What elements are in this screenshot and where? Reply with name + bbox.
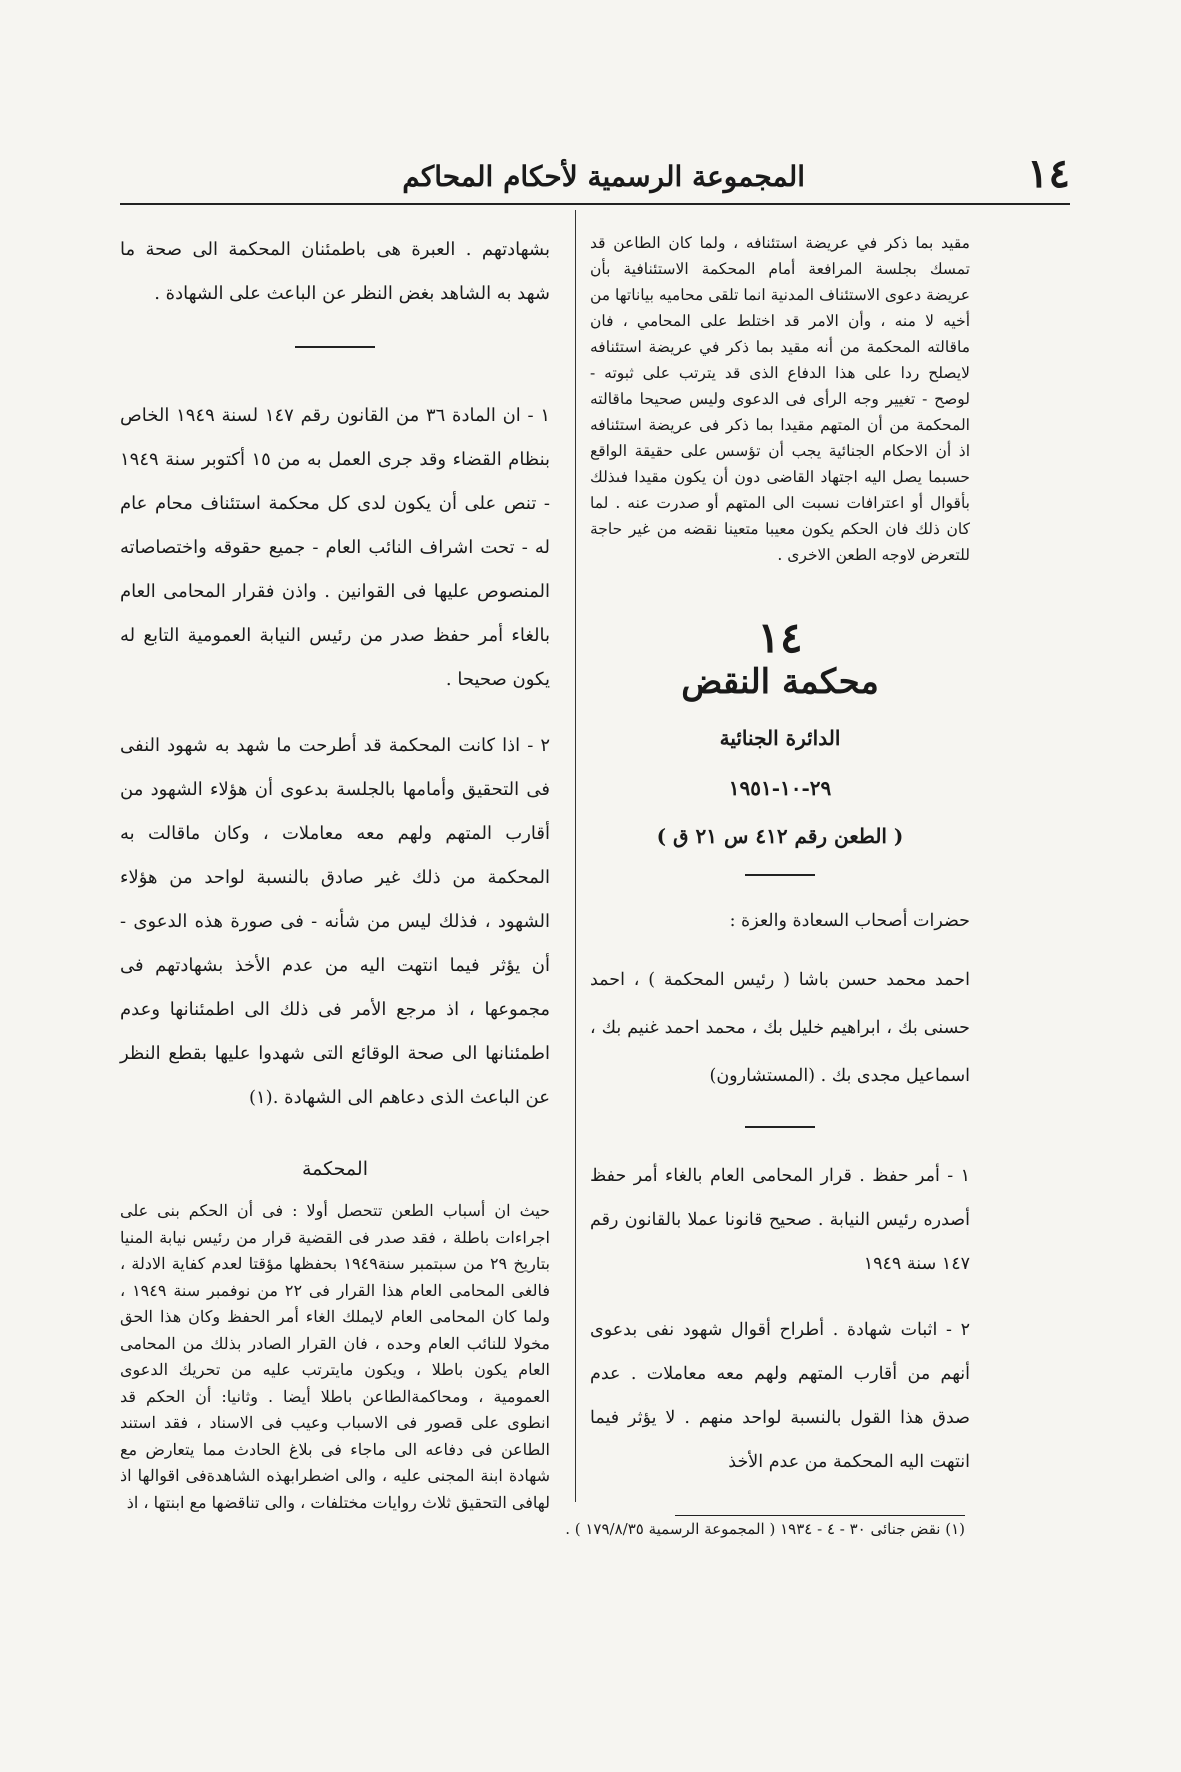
right-column — [590, 230, 970, 1484]
point-1: ١ - ان المادة ٣٦ من القانون رقم ١٤٧ لسنة ١٩٤٩ الخاص بنظام القضاء وقد جرى العمل به من ١٥ أكتوبر سنة ١٩٤٩ - تنص على أن يكون لدى كل محكمة استئناف محام عام له - تحت اشراف النائب العام - جميع حقوقه واختصاصاته المنصوص عليها فى القوانين . واذن فقرار المحامى العام بالغاء أمر حفظ صدر من رئيس النيابة العمومية التابع له يكون صحيحا . — [120, 405, 551, 690]
appeal-number: ( الطعن رقم ٤١٢ س ٢١ ق ) — [656, 824, 904, 848]
judgment-date: ٢٩-١٠-١٩٥١ — [728, 776, 832, 800]
circuit-name: الدائرة الجنائية — [719, 726, 841, 750]
header-rule — [120, 203, 1070, 205]
left-column — [120, 228, 550, 1516]
judgment-title: المحكمة — [302, 1158, 368, 1180]
judgment-text: حيث ان أسباب الطعن تتحصل أولا : فى أن الحكم بنى على اجراءات باطلة ، فقد صدر فى القضية قرار من رئيس نيابة المنيا بتاريخ ٢٩ من سبتمبر سنة١٩٤٩ بحفظها مؤقتا لعدم كفاية الادلة ، فالغى المحامى العام هذا القرار فى ٢٢ من نوفمبر سنة ١٩٤٩ ، ولما كان المحامى العام لايملك الغاء أمر الحفظ وكان هذا الحق مخولا للنائب العام وحده ، فان القرار الصادر بذلك من المحامى العام يكون باطلا ، ويكون مايترتب عليه من تحريك الدعوى العمومية ، ومحاكمةالطاعن باطلا أيضا . وثانيا: أن الحكم قد انطوى على قصور فى الاسباب وعيب فى الاسناد ، فقد استند الطاعن فى دفاعه الى ماجاء فى بلاغ الحادث مما يتعارض مع شهادة ابنة المجنى عليه ، والى اضطرابهذه الشاهدةفى اقوالها اذ لهافى التحقيق ثلاث روايات مختلفات ، والى تناقضها مع ابنتها ، اذ — [120, 1201, 551, 1512]
court-name: محكمة النقض — [681, 662, 879, 702]
principle-2: ٢ - اثبات شهادة . أطراح أقوال شهود نفى بدعوى أنهم من أقارب المتهم ولهم معه معاملات . عدم صدق هذا القول بالنسبة لواحد منهم . لا يؤثر فيما انتهت اليه المحكمة من عدم الأخذ — [590, 1320, 970, 1472]
case-number: ١٤ — [757, 613, 803, 662]
judges-intro: حضرات أصحاب السعادة والعزة : — [729, 911, 970, 931]
separator-rule — [745, 874, 815, 876]
running-title: المجموعة الرسمية لأحكام المحاكم — [402, 160, 805, 193]
footnote: (١) نقض جنائى ٣٠ - ٤ - ١٩٣٤ ( المجموعة الرسمية ١٧٩/٨/٣٥ ) . — [565, 1520, 965, 1538]
principle-1: ١ - أمر حفظ . قرار المحامى العام بالغاء أمر حفظ أصدره رئيس النيابة . صحيح قانونا عملا بالقانون رقم ١٤٧ سنة ١٩٤٩ — [590, 1166, 970, 1274]
footnote-rule — [675, 1515, 965, 1516]
judges-list: احمد محمد حسن باشا ( رئيس المحكمة ) ، احمد حسنى بك ، ابراهيم خليل بك ، محمد احمد غنيم بك ، اسماعيل مجدى بك . (المستشارون) — [590, 970, 970, 1086]
column-divider — [575, 210, 576, 1502]
point-2: ٢ - اذا كانت المحكمة قد أطرحت ما شهد به شهود النفى فى التحقيق وأمامها بالجلسة بدعوى أن هؤلاء الشهود من أقارب المتهم ولهم معه معاملات ، وكان ماقالت به المحكمة من ذلك غير صادق بالنسبة لواحد من هؤلاء الشهود ، فذلك ليس من شأنه - فى صورة هذه الدعوى - أن يؤثر فيما انتهت اليه من عدم الأخذ بشهادتهم فى مجموعها ، اذ مرجع الأمر فى ذلك الى اطمئنانها وعدم اطمئنانها الى صحة الوقائع التى شهدوا عليها بقطع النظر عن الباعث الذى دعاهم الى الشهادة .(١) — [120, 735, 550, 1108]
page-number: ١٤ — [1027, 150, 1070, 197]
page-header — [120, 150, 1070, 210]
separator-rule — [745, 1126, 815, 1128]
intro-paragraph: مقيد بما ذكر في عريضة استئنافه ، ولما كان الطاعن قد تمسك بجلسة المرافعة أمام المحكمة الاستئنافية بأن عريضة دعوى الاستئناف المدنية انما تلقى محاميه بياناتها من أخيه لا منه ، وأن الامر قد اختلط على المحامي ، فان ماقالته المحكمة من أنه مقيد بما ذكر في عريضة استئنافه لايصلح ردا على هذا الدفاع الذى قد يترتب على ثبوته - لوصح - تغيير وجه الرأى فى الدعوى وليس صحيحا ماقالته المحكمة من أن المتهم مقيدا بما ذكر فى عريضة استئنافه اذ أن الاحكام الجنائية يجب أن تؤسس على حقيقة الواقع حسبما يصل اليه اجتهاد القاضى دون أن يكون مقيدا فىذلك بأقوال أو اعترافات نسبت الى المتهم أو صدرت عنه . لما كان ذلك فان الحكم يكون معيبا متعينا نقضه من غير حاجة للتعرض لاوجه الطعن الاخرى . — [590, 234, 970, 564]
separator-rule — [295, 346, 375, 348]
continuation-text: بشهادتهم . العبرة هى باطمئنان المحكمة الى صحة ما شهد به الشاهد بغض النظر عن الباعث على الشهادة . — [120, 239, 550, 304]
